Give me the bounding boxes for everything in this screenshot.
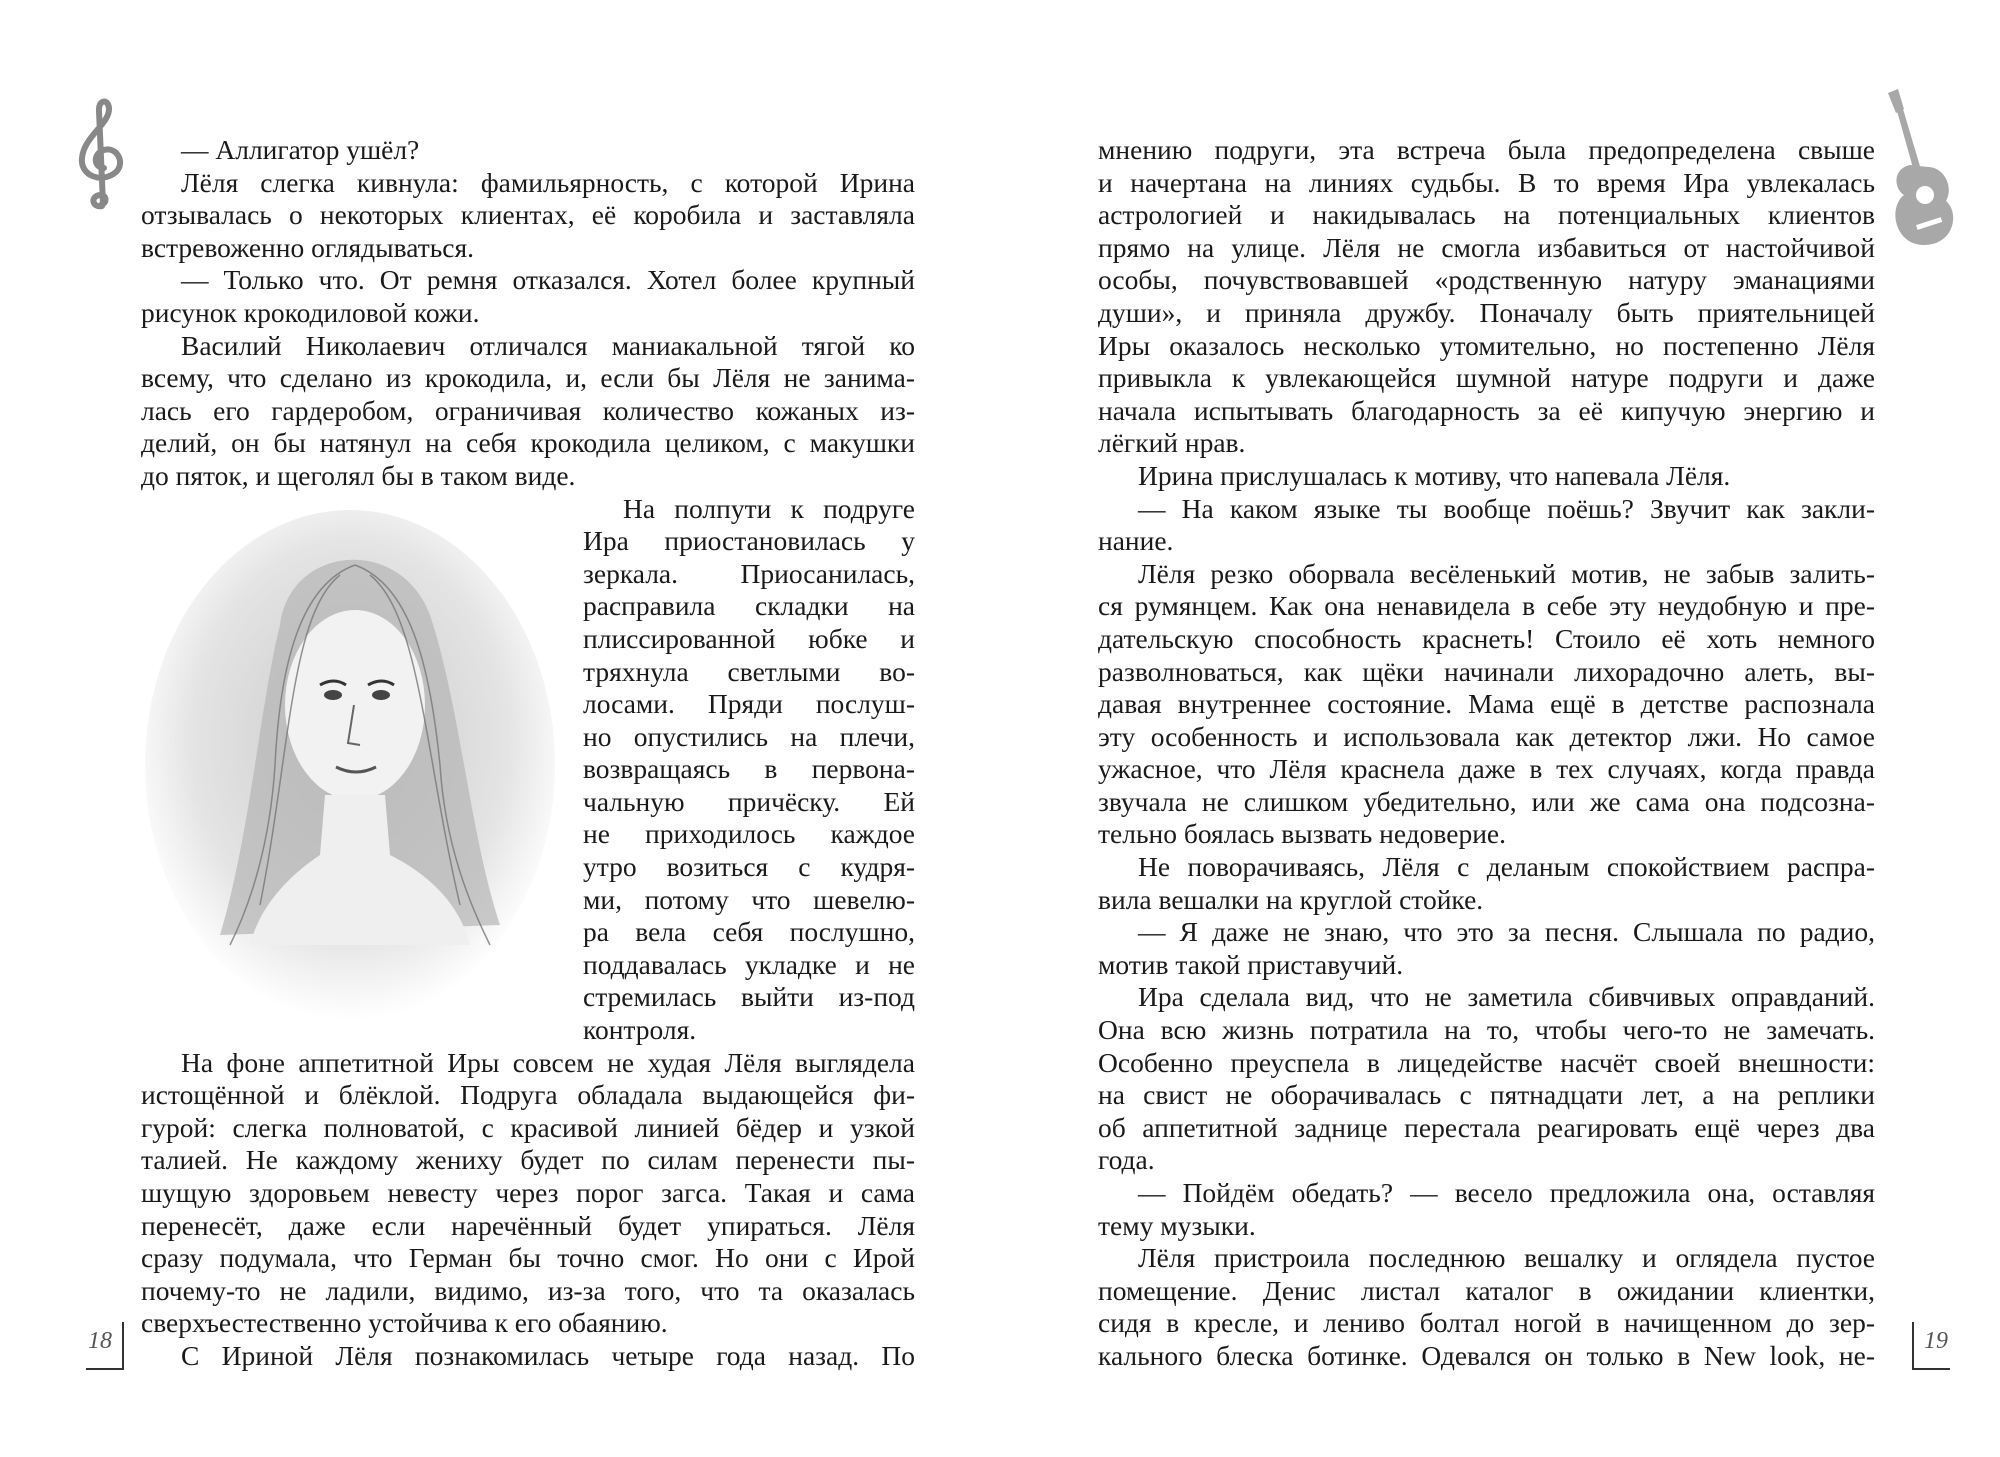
text-line: кального блеска ботинке. Одевался он только в New look, не-: [1098, 1339, 1875, 1371]
text-line: ми, потому что шевелю-: [583, 883, 915, 915]
text-line: Особенно преуспела в лицедействе насчёт своей внешности:: [1098, 1046, 1875, 1078]
right-page-text: [1098, 134, 1875, 1373]
text-line: Не поворачиваясь, Лёля с деланым спокойствием распра-: [1138, 851, 1875, 883]
text-line: зеркала. Приосанилась,: [583, 557, 915, 589]
text-line: шущую здоровьем невесту через порог загса. Такая и сама: [141, 1177, 915, 1208]
text-line: вила вешалки на круглой стойке.: [1098, 883, 1484, 915]
page-number-right-text: 19: [1924, 1328, 1948, 1354]
text-line: звучала не слишком убедительно, или же сама она подсозна-: [1098, 785, 1875, 817]
text-line: мотив такой приставучий.: [1098, 948, 1404, 980]
text-line: лосами. Пряди послуш-: [583, 688, 915, 720]
text-line: поддавалась укладке и не: [583, 948, 915, 980]
text-line: На полпути к подруге: [623, 492, 915, 524]
text-line: тему музыки.: [1098, 1209, 1256, 1241]
text-line: С Ириной Лёля познакомилась четыре года назад. По: [181, 1339, 915, 1371]
text-line: на свист не оборачивалась с пятнадцати лет, а на реплики: [1098, 1079, 1875, 1111]
text-line: об аппетитной заднице перестала реагировать ещё через два: [1098, 1111, 1875, 1143]
text-line: прямо на улице. Лёля не смогла избавиться от настойчивой: [1098, 231, 1875, 263]
text-line: сразу подумала, что Герман бы точно смог. Но они с Ирой: [141, 1242, 915, 1274]
text-line: астрологией и накидывалась на потенциальных клиентов: [1098, 199, 1875, 231]
text-line: отзывалась о некоторых клиентах, её коробила и заставляла: [141, 199, 915, 231]
text-line: лась его гардеробом, ограничивая количество кожаных из-: [141, 394, 915, 426]
guitar-icon: [1880, 85, 1960, 255]
text-line: — Я даже не знаю, что это за песня. Слышала по радио,: [1138, 916, 1875, 948]
text-line: до пяток, и щеголял бы в таком виде.: [141, 459, 576, 491]
text-line: плиссированной юбке и: [583, 622, 915, 654]
text-line: почему-то не ладили, видимо, из-за того, что та оказалась: [141, 1274, 915, 1306]
text-line: всему, что сделано из крокодила, и, если бы Лёля не занима-: [141, 362, 915, 394]
text-line: ся румянцем. Как она ненавидела в себе эту неудобную и пре-: [1098, 590, 1875, 622]
text-line: — Только что. От ремня отказался. Хотел более крупный: [181, 264, 915, 296]
text-line: нание.: [1098, 525, 1174, 557]
text-line: разволноваться, как щёки начинали лихорадочно алеть, вы-: [1098, 655, 1875, 687]
text-line: истощённой и блёклой. Подруга обладала выдающейся фи-: [141, 1079, 915, 1111]
page-number-left-text: 18: [88, 1328, 112, 1354]
text-line: души», и приняла дружбу. Поначалу быть приятельницей: [1098, 296, 1875, 328]
text-line: лёгкий нрав.: [1098, 427, 1246, 459]
text-line: Ира приостановилась у: [583, 525, 915, 557]
text-line: начала испытывать благодарность за её кипучую энергию и: [1098, 394, 1875, 426]
text-line: не приходилось каждое: [583, 818, 915, 850]
text-line: — На каком языке ты вообще поёшь? Звучит как закли-: [1138, 492, 1875, 524]
text-line: Ира сделала вид, что не заметила сбивчивых оправданий.: [1138, 981, 1875, 1013]
text-line: чальную причёску. Ей: [583, 785, 915, 817]
text-line: ра вела себя послушно,: [583, 916, 915, 948]
text-line: но опустились на плечи,: [583, 720, 915, 752]
text-line: делий, он бы натянул на себя крокодила целиком, с макушки: [141, 427, 915, 459]
text-line: — Аллигатор ушёл?: [181, 134, 420, 165]
text-line: Лёля резко оборвала весёленький мотив, не забыв залить-: [1138, 557, 1875, 589]
text-line: помещение. Денис листал каталог в ожидании клиентки,: [1098, 1274, 1875, 1306]
text-line: Она всю жизнь потратила на то, чтобы чего-то не замечать.: [1098, 1014, 1875, 1046]
text-line: встревоженно оглядываться.: [141, 231, 474, 263]
text-line: расправила складки на: [583, 590, 915, 622]
text-line: и начертана на линиях судьбы. В то время Ира увлекалась: [1098, 166, 1875, 198]
text-line: сидя в кресле, и лениво болтал ногой в начищенном до зер-: [1098, 1307, 1875, 1339]
text-line: — Пойдём обедать? — весело предложила она, оставляя: [1138, 1177, 1875, 1208]
page-number-right: [1912, 1322, 1950, 1370]
text-line: особы, почувствовавшей «родственную натуру эманациями: [1098, 264, 1875, 296]
text-line: давая внутреннее состояние. Мама ещё в детстве распознала: [1098, 688, 1875, 720]
text-line: талией. Не каждому жениху будет по силам перенести пы-: [141, 1144, 915, 1176]
text-line: года.: [1098, 1144, 1155, 1176]
text-line: Лёля пристроила последнюю вешалку и оглядела пустое: [1138, 1242, 1875, 1274]
text-line: рисунок крокодиловой кожи.: [141, 296, 480, 328]
text-line: дательскую способность краснеть! Стоило её хоть немного: [1098, 622, 1875, 654]
text-line: тельно боялась вызвать недоверие.: [1098, 818, 1507, 850]
text-line: привыкла к увлекающейся шумной натуре подруги и даже: [1098, 362, 1875, 394]
text-line: мнению подруги, эта встреча была предопределена свыше: [1098, 134, 1875, 165]
text-line: тряхнула светлыми во-: [583, 655, 915, 687]
text-line: Иры оказалось несколько утомительно, но постепенно Лёля: [1098, 329, 1875, 361]
text-line: перенесёт, даже если наречённый будет упираться. Лёля: [141, 1209, 915, 1241]
text-line: контроля.: [583, 1014, 697, 1046]
text-line: Василий Николаевич отличался маниакальной тягой ко: [181, 329, 915, 361]
text-line: эту особенность и использовала как детектор лжи. Но самое: [1098, 720, 1875, 752]
text-line: утро возиться с кудря-: [583, 851, 915, 883]
text-line: гурой: слегка полноватой, с красивой линией бёдер и узкой: [141, 1111, 915, 1143]
page-number-left: [86, 1322, 124, 1370]
left-page-text: [141, 134, 915, 1373]
text-line: На фоне аппетитной Иры совсем не худая Лёля выглядела: [181, 1046, 915, 1078]
text-line: сверхъестественно устойчива к его обаянию.: [141, 1307, 668, 1339]
text-line: возвращаясь в первона-: [583, 753, 915, 785]
text-line: ужасное, что Лёля краснела даже в тех случаях, когда правда: [1098, 753, 1875, 785]
text-line: Лёля слегка кивнула: фамильярность, с которой Ирина: [181, 166, 915, 198]
treble-clef-icon: [72, 96, 132, 211]
text-line: Ирина прислушалась к мотиву, что напевала Лёля.: [1138, 459, 1731, 491]
text-line: стремилась выйти из-под: [583, 981, 915, 1013]
